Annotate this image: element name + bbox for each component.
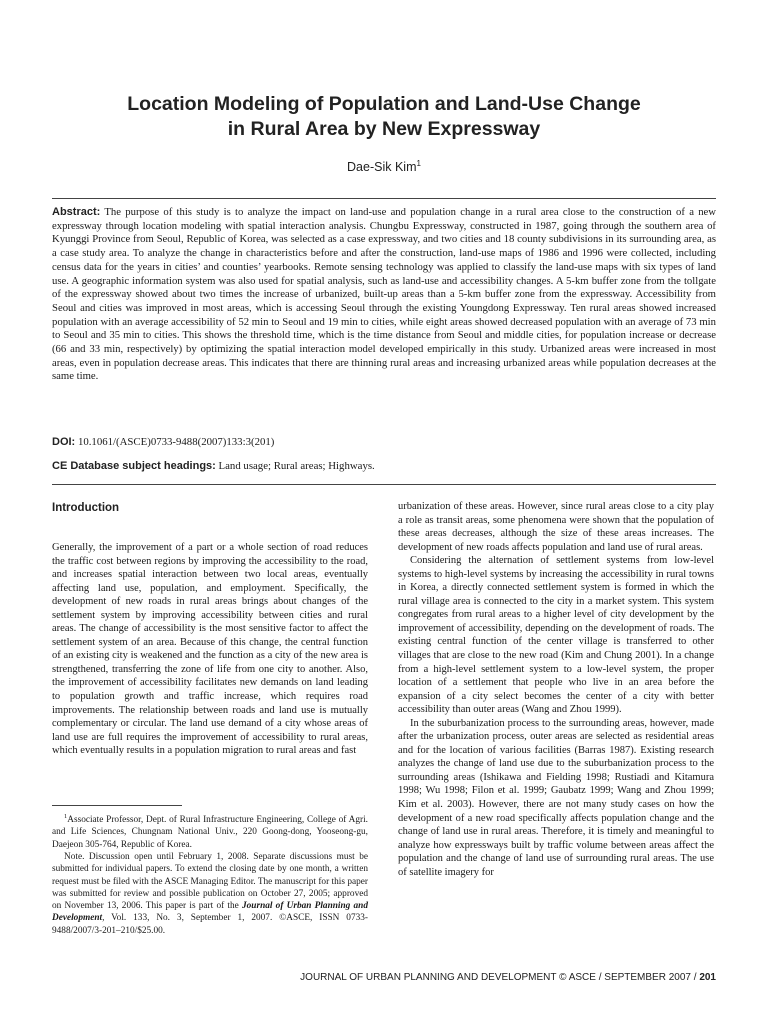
author-line [52,159,716,174]
title-line-1: Location Modeling of Population and Land-Use Change [127,93,641,115]
footnotes [52,811,368,937]
right-column [398,500,714,879]
subject-headings-label: CE Database subject headings: [52,460,216,472]
running-footer-text: JOURNAL OF URBAN PLANNING AND DEVELOPMENT © ASCE / SEPTEMBER 2007 / [300,972,700,983]
author-footnote-mark: 1 [416,159,421,168]
section-heading-introduction: Introduction [52,502,120,514]
top-rule [52,198,716,199]
intro-paragraph-3: In the suburbanization process to the surrounding areas, however, made after the urbanization process, outer areas are selected as residential areas and for the location of various facilities (Barras 1987). Existing research analyzes the change of land use due to the suburbanization process to the surrounding areas (Ishikawa and Fielding 1998; Rustiadi and Kitamura 1998; Wu 1998; Filon et al. 1999; Gaubatz 1999; Wang and Zhou 1999; Kim et al. 2003). However, there are not many study cases on how the development of a new road specifically affects population change and the change of land use in rural areas. Therefore, it is timely and meaningful to analyze how expressways built by traffic volume between areas affect the population and the change of land use of surrounding rural areas. The use of satellite imagery for [398,717,714,878]
abstract [52,206,716,384]
doi-line [52,435,716,449]
footnote-note-text: Note. Discussion open until February 1, 2008. Separate discussions must be submitted for individual papers. To extend the closing date by one month, a written request must be filed with the ASCE Managing Editor. The manuscript for this paper was submitted for review and possible publication on October 27, 2005; approved on November 13, 2006. This paper is part of the [52,851,368,912]
doi-value: 10.1061/(ASCE)0733-9488(2007)133:3(201) [77,436,275,448]
footnote-discussion-note [52,851,368,937]
subject-headings-line [52,459,716,473]
intro-paragraph-2: Considering the alternation of settlement systems from low-level systems to high-level systems by increasing the accessibility in rural towns in Korea, a directly connected settlement system is formed in which the rural village area is connected to the city in a market system. This system congregates from rural areas to a higher level of city development by the improvement of accessibility, depending on the development of roads. The existing central function of the center village is transferred to other villages that are close to the new road (Kim and Chung 2001). In a change from a high-level settlement system to a low-level system, the proper location of a settlement that people who live in an area before the expansion of a city select becomes the center of a city with better accessibility than outer areas (Wang and Zhou 1999). [398,555,714,716]
left-column [52,500,368,758]
abstract-text: The purpose of this study is to analyze the impact on land-use and population change in a rural area close to the construction of a new expressway through location modeling with spatial interaction analysis. Chungbu Expressway, constructed in 1987, going through the southern area of Kyunggi Province from Seoul, Republic of Korea, was selected as a case expressway, and two cities and 18 county subdivisions in its surrounding area, as a case study area. To analyze the change in characteristics before and after the construction, land-use maps of 1986 and 1996 were collected, including census data for the years in cities’ and counties’ yearbooks. Remote sensing technology was applied to classify the land-use maps with six types of land use. A geographic information system was also used for spatial analysis, such as land-use and accessibility changes. A 5-km buffer zone from the tollgate of the expressway showed about two times the increase of urbanized, built-up areas than a 5-km buffer zone from the expressway. Accessibility from Seoul and cities was improved in most areas, which is accessing Seoul through the existing Youngdong Expressway. Ten rural areas showed increased population with an average accessibility of 52 min to Seoul and 19 min to cities, while eight areas showed decreased population with an average of 73 min to Seoul and 35 min to cities. This shows the threshold time, which is the time distance from Seoul and middle cities, for population increase or decrease (66 and 33 min, respectively) by optimizing the spatial interaction model developed empirically in this study. Urbanized areas were increased in most areas, even in population decrease areas. This indicates that there are thinning rural areas and increasing urbanized areas while population decreases at the same time. [52,206,716,383]
page-number: 201 [699,972,716,983]
doi-label: DOI: [52,436,76,448]
footnote-note-tail: , Vol. 133, No. 3, September 1, 2007. ©ASCE, ISSN 0733-9488/2007/3-201–210/$25.00. [52,913,368,936]
footnote-rule [52,805,182,806]
author-name: Dae-Sik Kim [347,160,417,175]
paper-title [52,92,716,142]
footnote-mark: 1 [64,813,68,820]
intro-paragraph-1-continued: urbanization of these areas. However, since rural areas close to a city play a role as transit areas, some phenomena were shown that the population of these areas decreases, although the size of these areas increases. The development of new roads affects population and land use of rural areas. [398,501,714,553]
footnote-affiliation-text: Associate Professor, Dept. of Rural Infrastructure Engineering, College of Agri. and Life Sciences, Chungnam National Univ., 220 Goong-dong, Yooseong-gu, Daejeon 305-764, Republic of Korea. [52,815,368,850]
title-line-2: in Rural Area by New Expressway [227,118,541,140]
subject-headings-value: Land usage; Rural areas; Highways. [218,460,375,472]
running-footer [52,972,716,983]
footnote-affiliation [52,811,368,851]
footnote-journal-name: Journal of Urban Planning and Development [52,901,368,924]
middle-rule [52,484,716,485]
abstract-label: Abstract: [52,206,101,218]
intro-paragraph-1: Generally, the improvement of a part or a whole section of road reduces the traffic cost between regions by improving the accessibility to the road, and increases spatial interaction between two local areas, eventually affecting land use, population, and employment. Specifically, the development of new roads in rural areas brings about changes of the settlement system by improving accessibility between cities and rural areas. The change of accessibility is the most sensitive factor to affect the settlement system of an area. Because of this change, the central function of an existing city is weakened and the function as a city of the new area is strengthened, transferring the zone of life from one city to another. Also, the improvement of accessibility facilitates new demands on land leading to population growth and traffic increase, which requires road improvements. The relationship between roads and land use is mutually complementary or circular. The land use demand of a city whose areas of land use are full requires the improvement of accessibility to rural areas, which eventually results in a population migration to rural areas and fast [52,542,368,757]
